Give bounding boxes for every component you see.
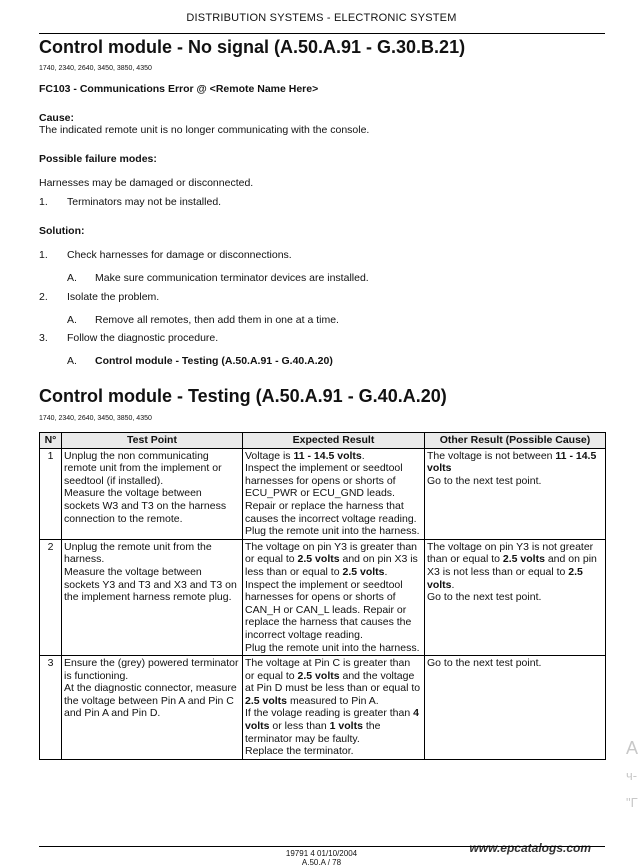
test-line: Ensure the (grey) powered terminator is functioning. — [64, 657, 239, 682]
expected-line: If the volage reading is greater than 4 volts or less than 1 volts the terminator may be faulty. — [245, 707, 419, 745]
row-number-cell — [40, 539, 62, 655]
expected-line: Plug the remote unit into the harness. — [245, 641, 420, 654]
expected-line: Inspect the implement or seedtool harnesses for opens or shorts of CAN_H or CAN_L leads. Repair or replace the harness that causes the incorrect voltage reading. — [245, 578, 412, 641]
substep-letter: A. — [67, 355, 77, 367]
edge-glyph: А — [626, 738, 639, 758]
expected-line: Repair or replace the harness that causes the incorrect voltage reading. — [245, 499, 417, 525]
edge-glyph: "Г — [626, 795, 638, 810]
other-line: The voltage on pin Y3 is not greater than or equal to 2.5 volts and on pin X3 is not less than or equal to 2.5 volts. — [427, 540, 597, 591]
test-line: At the diagnostic connector, measure the voltage between Pin A and Pin C and Pin A and Pin D. — [64, 682, 237, 720]
test-cell — [62, 448, 243, 539]
header-rule — [39, 33, 605, 34]
test-line: Unplug the remote unit from the harness. — [64, 540, 212, 566]
other-line: Go to the next test point. — [427, 474, 542, 487]
expected-line: Replace the terminator. — [245, 745, 354, 758]
other-cell — [425, 656, 606, 760]
other-line: Go to the next test point. — [427, 657, 542, 670]
table-row — [40, 656, 606, 760]
row-number-cell — [40, 656, 62, 760]
substep-letter: A. — [67, 272, 77, 284]
watermark: www.epcatalogs.com — [469, 841, 591, 855]
table-row — [40, 448, 606, 539]
expected-line: Inspect the implement or seedtool harnesses for opens or shorts of ECU_PWR or ECU_GND leads. — [245, 462, 403, 500]
fault-code: FC103 - Communications Error @ <Remote Name Here> — [39, 83, 319, 95]
row-number: 3 — [47, 657, 54, 670]
expected-cell — [243, 539, 425, 655]
running-header: DISTRIBUTION SYSTEMS - ELECTRONIC SYSTEM — [186, 12, 457, 24]
expected-cell — [243, 656, 425, 760]
edge-glyph: ч- — [626, 768, 638, 783]
solution-label: Solution: — [39, 225, 85, 237]
footer-page-ref: A.50.A / 78 — [301, 858, 342, 867]
col-header-other-result: Other Result (Possible Cause) — [425, 433, 606, 449]
row-number-cell — [40, 448, 62, 539]
expected-cell — [243, 448, 425, 539]
test-cell — [62, 656, 243, 760]
footer-rule — [39, 846, 605, 847]
test-line: Measure the voltage between sockets W3 and T3 on the harness connection to the remote. — [64, 487, 227, 525]
table-row — [40, 539, 606, 655]
failure-mode-text: Harnesses may be damaged or disconnected. — [39, 177, 254, 189]
expected-line: Voltage is 11 - 14.5 volts. — [245, 449, 365, 462]
substep-text: Remove all remotes, then add them in one at a time. — [95, 314, 339, 326]
row-number: 2 — [47, 540, 54, 553]
substep-text: Make sure communication terminator devices are installed. — [95, 272, 369, 284]
section-title-no-signal: Control module - No signal (A.50.A.91 - G.30.B.21) — [39, 37, 466, 57]
col-header-expected-result: Expected Result — [243, 433, 425, 449]
table-body — [40, 448, 606, 759]
col-header-number: N° — [40, 433, 62, 449]
expected-line: The voltage on pin Y3 is greater than or equal to 2.5 volts and on pin X3 is less than or equal to 2.5 volts. — [245, 540, 418, 578]
row-number: 1 — [47, 449, 54, 462]
other-line: The voltage is not between 11 - 14.5 volts — [427, 449, 597, 475]
footer-doc-id: 19791 4 01/10/2004 — [285, 849, 358, 858]
step-number: 3. — [39, 332, 48, 344]
step-number: 1. — [39, 249, 48, 261]
step-text: Follow the diagnostic procedure. — [67, 332, 219, 344]
substep-letter: A. — [67, 314, 77, 326]
step-text: Isolate the problem. — [67, 291, 160, 303]
failure-mode-item: Terminators may not be installed. — [67, 196, 222, 208]
test-line: Unplug the non communicating remote unit from the implement or seedtool (if installed). — [64, 449, 222, 487]
step-text: Check harnesses for damage or disconnections. — [67, 249, 292, 261]
test-point-table — [39, 432, 606, 760]
model-list: 1740, 2340, 2640, 3450, 3850, 4350 — [39, 415, 152, 422]
other-line: Go to the next test point. — [427, 591, 542, 604]
failure-modes-label: Possible failure modes: — [39, 153, 157, 165]
substep-link-testing[interactable]: Control module - Testing (A.50.A.91 - G.40.A.20) — [95, 355, 333, 367]
expected-line: Plug the remote unit into the harness. — [245, 525, 420, 538]
failure-mode-number: 1. — [39, 196, 48, 208]
expected-line: The voltage at Pin C is greater than or equal to 2.5 volts and the voltage at Pin D must be less than or equal to 2.5 volts measured to Pin A. — [245, 657, 421, 707]
col-header-test-point: Test Point — [62, 433, 243, 449]
other-cell — [425, 539, 606, 655]
cause-text: The indicated remote unit is no longer communicating with the console. — [39, 124, 370, 136]
other-cell — [425, 448, 606, 539]
cause-label: Cause: — [39, 112, 75, 124]
section-title-testing: Control module - Testing (A.50.A.91 - G.40.A.20) — [39, 386, 447, 406]
test-cell — [62, 539, 243, 655]
test-line: Measure the voltage between sockets Y3 and T3 and X3 and T3 on the implement harness remote plug. — [64, 565, 237, 604]
step-number: 2. — [39, 291, 48, 303]
model-list: 1740, 2340, 2640, 3450, 3850, 4350 — [39, 65, 152, 72]
